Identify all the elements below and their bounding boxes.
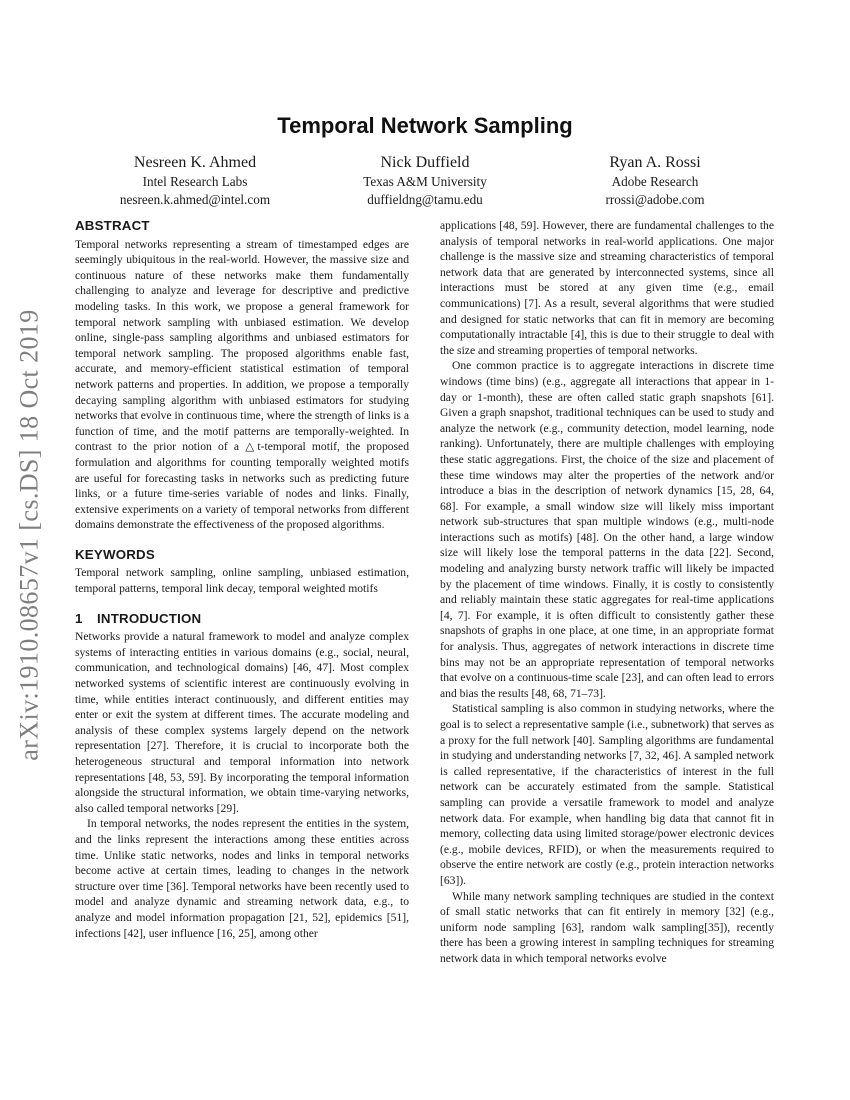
author-block <box>525 154 785 210</box>
abstract-text: Temporal networks representing a stream of timestamped edges are seemingly ubiquitous in the real-world. However, the massive size and continuous nature of these networks make them fundamentally challenging to analyze and leverage for descriptive and predictive modeling tasks. In this work, we propose a general framework for temporal network sampling with unbiased estimation. We develop online, single-pass sampling algorithms and unbiased estimators for temporal network sampling. The proposed algorithms enable fast, accurate, and memory-efficient statistical estimation of temporal network patterns and properties. In addition, we propose a temporally decaying sampling algorithm with unbiased estimators for studying networks that evolve in continuous time, where the strength of links is a function of time, and the motif patterns are temporally-weighted. In contrast to the prior notion of a △t-temporal motif, the proposed formulation and algorithms for counting temporally weighted motifs are useful for forecasting tasks in networks such as predicting future links, or a future time-series variable of nodes and links. Finally, extensive experiments on a variety of temporal networks from different domains demonstrate the effectiveness of the proposed algorithms. <box>75 237 409 532</box>
section-number: 1 <box>75 610 83 626</box>
arxiv-identifier: arXiv:1910.08657v1 [cs.DS] 18 Oct 2019 <box>15 309 44 761</box>
left-column <box>75 218 409 941</box>
section-title: INTRODUCTION <box>97 610 202 626</box>
author-affiliation: Intel Research Labs <box>142 173 248 189</box>
body-paragraph: Statistical sampling is also common in studying networks, where the goal is to select a representative sample (i.e., subnetwork) that serves as a proxy for the full network [40]. Sampling algorithms are fundamental in studying and understanding networks [7, 32, 46]. A sampled network is called representative, if the characteristics of interest in the full network can be accurately estimated from the sample. Statistical sampling can provide a versatile framework to model and analyze network data. For example, when handling big data that cannot fit in memory, collecting data using limited storage/power electronic devices (e.g., mobile devices, RFID), or when the measurements required to observe the entire network are costly (e.g., protein interaction networks [63]). <box>440 702 774 887</box>
author-block <box>65 154 325 210</box>
introduction-heading <box>75 611 409 627</box>
body-paragraph: applications [48, 59]. However, there are fundamental challenges to the analysis of temporal networks in real-world applications. One major challenge is the massive size and streaming characteristics of temporal network data that are generated by interconnected systems, since all interactions must be stored at any given time (e.g., email communications) [7]. As a result, several algorithms that were studied and designed for static networks that can fit in memory are becoming computationally intractable [4], this is due to their struggle to deal with the size and streaming properties of temporal networks. <box>440 219 774 357</box>
paper-title: Temporal Network Sampling <box>277 113 573 138</box>
author-name: Nick Duffield <box>380 154 470 171</box>
body-paragraph: Networks provide a natural framework to model and analyze complex systems of interacting entities in various domains (e.g., social, neural, communication, and technological domains) [46, 47]. Most complex networked systems of scientific interest are continuously evolving in time, while entities interact continuously, and different entities may enter or exit the system at different times. The accurate modeling and analysis of these complex systems largely depend on the network representation [27]. Therefore, it is crucial to incorporate both the heterogeneous structural and temporal information into network representations [48, 53, 59]. By incorporating the temporal information alongside the structural information, we obtain time-varying networks, also called temporal networks [29]. <box>75 630 409 815</box>
author-email: rrossi@adobe.com <box>605 192 705 207</box>
arxiv-side-stamp <box>5 300 55 770</box>
author-email: nesreen.k.ahmed@intel.com <box>119 192 271 207</box>
body-paragraph: One common practice is to aggregate interactions in discrete time windows (time bins) (e.g., aggregate all interactions that appear in 1-day or 1-month), these are often called static graph snapshots [61]. Given a graph snapshot, traditional techniques can be used to study and analyze the network (e.g., community detection, model learning, node ranking). Unfortunately, there are multiple challenges with employing these static aggregations. First, the choice of the size and placement of these time windows may alter the properties of the network and/or introduce a bias in the description of network dynamics [15, 28, 64, 68]. For example, a small window size will likely miss important network sub-structures that span multiple windows (e.g., multi-node interactions such as motifs) [48]. On the other hand, a large window size will likely lose the temporal patterns in the data [22]. Second, modeling and analyzing bursty network traffic will likely be impacted by the placement of time windows. Finally, it is costly to consistently and reliably maintain these static aggregates for real-time applications [4, 7]. For example, it is often difficult to consistently gather these snapshots of graphs in one place, at one time, in an appropriate format for analysis. Thus, aggregates of network interactions in discrete time bins may not be an appropriate representation of temporal networks that evolve on a continuous-time scale [23], and can often lead to errors and bias the results [48, 68, 71–73]. <box>440 359 774 700</box>
author-affiliation: Adobe Research <box>611 173 699 189</box>
abstract-heading: ABSTRACT <box>75 218 150 233</box>
author-block <box>295 154 555 210</box>
author-name: Ryan A. Rossi <box>609 154 701 171</box>
body-paragraph: While many network sampling techniques are studied in the context of small static networks that can fit entirely in memory [32] (e.g., uniform node sampling [63], random walk sampling[35]), recently there has been a growing interest in sampling techniques for streaming network data in which temporal networks evolve <box>440 889 774 965</box>
body-paragraph: In temporal networks, the nodes represent the entities in the system, and the links represent the interactions among these entities across time. Unlike static networks, nodes and links in temporal networks become active at certain times, leading to changes in the network structure over time [36]. Temporal networks have been recently used to model and analyze dynamic and streaming network data, e.g., to analyze and model information propagation [21, 52], epidemics [51], infections [42], user influence [16, 25], among other <box>75 817 409 940</box>
right-column <box>440 218 774 967</box>
author-affiliation: Texas A&M University <box>363 173 487 189</box>
author-name: Nesreen K. Ahmed <box>133 154 257 171</box>
keywords-heading: KEYWORDS <box>75 546 155 562</box>
keywords-text: Temporal network sampling, online sampling, unbiased estimation, temporal patterns, temporal link decay, temporal weighted motifs <box>75 566 409 596</box>
author-email: duffieldng@tamu.edu <box>367 192 483 207</box>
